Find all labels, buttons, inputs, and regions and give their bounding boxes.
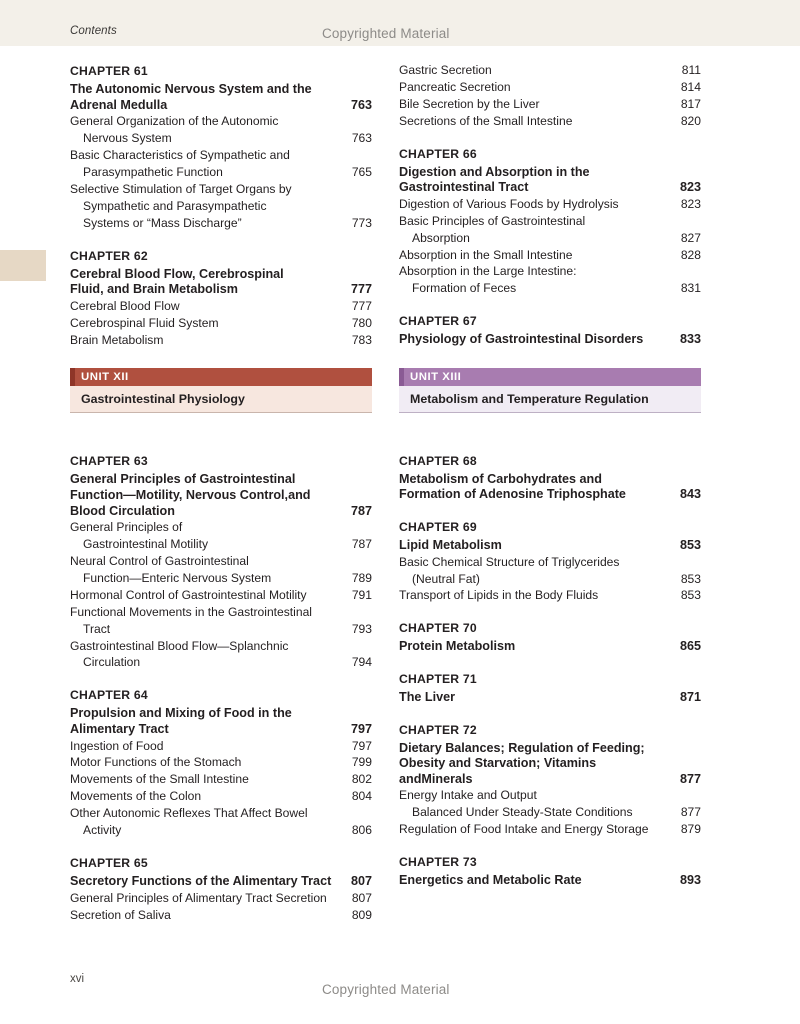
chapter-gap (70, 232, 372, 247)
toc-entry-line: General Organization of the Autonomic (70, 114, 279, 129)
toc-entry-line: Movements of the Colon (70, 789, 202, 804)
chapter-block (70, 437, 372, 671)
chapter-title-label (399, 472, 671, 503)
chapter-gap (70, 437, 372, 452)
toc-entry-line: The Liver (399, 689, 455, 704)
unit-banner-body (70, 386, 372, 412)
chapter-gap (399, 437, 701, 452)
chapter-title-label (70, 706, 342, 737)
thumb-index-tab (0, 250, 46, 281)
section-page-number: 828 (680, 247, 701, 262)
toc-entry[interactable] (399, 690, 701, 706)
unit-number-label: UNIT XIII (410, 370, 462, 383)
toc-entry-line: Other Autonomic Reflexes That Affect Bowel (70, 806, 308, 821)
section-title-label (399, 196, 671, 213)
section-title-label (70, 553, 342, 587)
unit-banner-bar (399, 368, 701, 386)
running-head-band (0, 0, 800, 46)
chapter-gap (399, 503, 701, 518)
section-page-number: 765 (351, 164, 372, 179)
section-page-number: 831 (680, 281, 701, 296)
chapter-title-label (70, 82, 342, 113)
section-page-number: 787 (351, 537, 372, 552)
toc-entry[interactable] (70, 587, 372, 604)
toc-entry[interactable] (399, 472, 701, 503)
chapter-block (399, 838, 701, 889)
section-page-number: 794 (351, 655, 372, 670)
section-title-label (70, 604, 342, 638)
toc-entry-line: General Principles of (70, 520, 183, 535)
section-title-label (70, 907, 342, 924)
toc-entry-line: Obesity and Starvation; Vitamins and (399, 756, 597, 786)
toc-entry-line: Minerals (421, 771, 473, 786)
chapter-title-label (399, 639, 671, 655)
section-title-label (399, 821, 671, 838)
toc-entry[interactable] (70, 754, 372, 771)
toc-entry-line: Neural Control of Gastrointestinal (70, 554, 249, 569)
toc-entry-line: Digestion and Absorption in the (399, 164, 590, 179)
toc-entry-line: Selective Stimulation of Target Organs by (70, 181, 292, 196)
chapter-block (399, 706, 701, 839)
section-page-number: 789 (351, 570, 372, 585)
section-title-label (70, 788, 342, 805)
chapter-title-label (399, 873, 671, 889)
toc-entry-line: Cerebral Blood Flow (70, 298, 180, 313)
chapter-block (399, 437, 701, 503)
toc-entry[interactable] (399, 639, 701, 655)
toc-entry-line: Bile Secretion by the Liver (399, 96, 540, 111)
unit-banner-bottom-spacer (399, 413, 701, 437)
toc-entry[interactable] (399, 62, 701, 79)
unit-banner-edge-accent (399, 368, 404, 386)
toc-entry-line: General Principles of Gastrointestinal (70, 472, 296, 487)
toc-entry[interactable] (399, 873, 701, 889)
chapter-number-label: CHAPTER 66 (399, 146, 477, 161)
section-page-number: 827 (680, 230, 701, 245)
chapter-title-label (70, 874, 342, 890)
chapter-page-number: 833 (679, 332, 701, 347)
chapter-number-label: CHAPTER 71 (399, 671, 477, 686)
toc-entry-line: Absorption (412, 230, 470, 245)
chapter-number-label: CHAPTER 68 (399, 453, 477, 468)
chapter-page-number: 865 (679, 639, 701, 654)
toc-entry-line: Balanced Under Steady-State Conditions (412, 805, 633, 820)
toc-entry-line: Ingestion of Food (70, 738, 164, 753)
section-title-label (70, 754, 342, 771)
toc-entry[interactable] (399, 587, 701, 604)
toc-entry-line: General Principles of Alimentary Tract Secretion (70, 890, 327, 905)
chapter-page-number: 807 (350, 874, 372, 888)
chapter-page-number: 787 (350, 503, 372, 518)
chapter-block (70, 62, 372, 232)
section-page-number: 802 (351, 772, 372, 787)
toc-entry[interactable] (70, 472, 372, 519)
section-title-label (70, 332, 342, 349)
chapter-title-label (70, 472, 342, 519)
toc-entry-line: Activity (83, 823, 122, 838)
toc-entry-line: Formation of Adenosine Triphosphate (399, 487, 626, 502)
header-copyright-watermark: Copyrighted Material (322, 26, 450, 41)
section-title-label (399, 62, 671, 79)
unit-banner-body (399, 386, 701, 412)
toc-entry-line: Motor Functions of the Stomach (70, 755, 242, 770)
section-page-number: 783 (351, 332, 372, 347)
section-title-label (399, 113, 671, 130)
chapter-page-number: 871 (679, 689, 701, 704)
toc-entry[interactable] (70, 267, 372, 298)
toc-entry-line: Transport of Lipids in the Body Fluids (399, 588, 599, 603)
toc-entry-line: Gastrointestinal Motility (83, 537, 209, 552)
toc-entry-line: Gastric Secretion (399, 63, 492, 77)
toc-entry[interactable] (399, 554, 701, 588)
toc-entry[interactable] (399, 79, 701, 96)
chapter-page-number: 763 (350, 97, 372, 112)
section-page-number: 773 (351, 215, 372, 230)
toc-entry-line: Lipid Metabolism (399, 538, 502, 553)
section-page-number: 780 (351, 315, 372, 330)
unit-banner-top-spacer (70, 348, 372, 368)
section-title-label (399, 79, 671, 96)
section-title-label (70, 587, 342, 604)
toc-entry-line: Pancreatic Secretion (399, 79, 511, 94)
toc-entry-line: Secretory Functions of the Alimentary Tract (70, 874, 332, 888)
chapter-page-number: 877 (679, 771, 701, 786)
footer-copyright-watermark: Copyrighted Material (322, 982, 450, 997)
section-title-label (70, 805, 342, 839)
toc-entry[interactable] (399, 165, 701, 196)
toc-entry-line: Functional Movements in the Gastrointestinal (70, 604, 312, 619)
toc-entry-line: Parasympathetic Function (83, 164, 223, 179)
section-page-number: 763 (351, 131, 372, 146)
toc-entry-line: Dietary Balances; Regulation of Feeding; (399, 740, 645, 755)
toc-entry-line: (Neutral Fat) (412, 571, 480, 586)
section-page-number: 879 (680, 822, 701, 837)
chapter-title-label (399, 538, 671, 554)
toc-entry-line: Systems or “Mass Discharge” (83, 215, 242, 230)
section-page-number: 799 (351, 755, 372, 770)
toc-entry-line: Secretions of the Small Intestine (399, 113, 573, 128)
section-title-label (70, 638, 342, 672)
toc-entry-line: Circulation (83, 655, 141, 670)
toc-entry[interactable] (399, 113, 701, 130)
toc-entry-line: Fluid, and Brain Metabolism (70, 282, 238, 297)
chapter-title-label (399, 741, 671, 788)
chapter-number-label: CHAPTER 72 (399, 722, 477, 737)
section-title-label (70, 738, 342, 755)
toc-entry-line: Propulsion and Mixing of Food in the (70, 706, 292, 721)
section-page-number: 806 (351, 823, 372, 838)
chapter-block (399, 130, 701, 298)
unit-title-label: Gastrointestinal Physiology (81, 392, 245, 407)
toc-entry[interactable] (70, 805, 372, 839)
section-title-label (399, 587, 671, 604)
section-page-number: 823 (680, 196, 701, 211)
section-page-number: 807 (351, 890, 372, 905)
running-head-label: Contents (70, 25, 117, 37)
section-page-number: 817 (680, 96, 701, 111)
section-title-label (70, 890, 342, 907)
toc-entry[interactable] (70, 553, 372, 587)
toc-entry-line: Formation of Feces (412, 281, 517, 296)
toc-entry[interactable] (70, 315, 372, 332)
chapter-page-number: 853 (679, 538, 701, 553)
toc-entry-line: Hormonal Control of Gastrointestinal Motility (70, 587, 307, 602)
unit-banner-rule (70, 412, 372, 413)
toc-entry[interactable] (399, 821, 701, 838)
toc-entry-line: Absorption in the Large Intestine: (399, 264, 577, 279)
toc-entry-line: Adrenal Medulla (70, 97, 168, 112)
toc-entry-line: Gastrointestinal Blood Flow—Splanchnic (70, 638, 289, 653)
toc-entry[interactable] (70, 82, 372, 113)
chapter-block (70, 839, 372, 923)
chapter-gap (399, 130, 701, 145)
section-title-label (70, 298, 342, 315)
section-title-label (70, 113, 342, 147)
section-title-label (399, 96, 671, 113)
chapter-page-number: 823 (679, 180, 701, 195)
toc-entry[interactable] (70, 706, 372, 737)
section-title-label (70, 147, 342, 181)
toc-entry[interactable] (70, 604, 372, 638)
toc-entry-line: Gastrointestinal Tract (399, 180, 529, 195)
chapter-block (399, 604, 701, 655)
toc-entry[interactable] (70, 298, 372, 315)
chapter-gap (399, 655, 701, 670)
toc-entry-line: Cerebrospinal Fluid System (70, 315, 219, 330)
toc-entry[interactable] (399, 741, 701, 788)
section-page-number: 853 (680, 588, 701, 603)
toc-entry[interactable] (399, 247, 701, 264)
toc-entry-line: Basic Chemical Structure of Triglycerides (399, 554, 620, 569)
toc-entry-line: Digestion of Various Foods by Hydrolysis (399, 196, 619, 211)
toc-entry-line: Basic Principles of Gastrointestinal (399, 213, 586, 228)
toc-entry[interactable] (70, 113, 372, 147)
toc-entry[interactable] (399, 787, 701, 821)
chapter-page-number: 777 (350, 282, 372, 297)
toc-entry[interactable] (399, 332, 701, 348)
chapter-title-label (399, 332, 671, 348)
unit-number-label: UNIT XII (81, 371, 129, 384)
toc-entry[interactable] (399, 538, 701, 554)
toc-entry[interactable] (70, 147, 372, 181)
toc-entry-line: Absorption in the Small Intestine (399, 247, 573, 262)
unit-banner-rule (399, 412, 701, 413)
chapter-number-label: CHAPTER 62 (70, 248, 148, 263)
chapter-block (399, 655, 701, 706)
chapter-page-number: 893 (679, 873, 701, 888)
section-title-label (399, 263, 671, 297)
section-title-label (70, 315, 342, 332)
section-page-number: 791 (351, 587, 372, 602)
toc-entry-line: Energy Intake and Output (399, 788, 537, 803)
toc-entry-line: Nervous System (83, 131, 172, 146)
chapter-number-label: CHAPTER 64 (70, 688, 148, 703)
toc-entry[interactable] (399, 96, 701, 113)
toc-entry-line: Protein Metabolism (399, 639, 516, 654)
section-page-number: 793 (351, 621, 372, 636)
chapter-gap (399, 706, 701, 721)
section-title-label (399, 247, 671, 264)
chapter-title-label (399, 165, 671, 196)
section-title-label (399, 787, 671, 821)
unit-banner-bottom-spacer (70, 413, 372, 437)
unit-banner-top-spacer (399, 348, 701, 368)
section-title-label (70, 519, 342, 553)
section-page-number: 820 (680, 113, 701, 128)
toc-entry-line: Regulation of Food Intake and Energy Storage (399, 822, 649, 837)
chapter-number-label: CHAPTER 69 (399, 520, 477, 535)
toc-entry[interactable] (70, 874, 372, 890)
chapter-number-label: CHAPTER 63 (70, 454, 148, 469)
chapter-gap (399, 604, 701, 619)
toc-entry-line: Alimentary Tract (70, 721, 169, 736)
chapter-number-label: CHAPTER 65 (70, 856, 148, 870)
chapter-page-number: 843 (679, 487, 701, 502)
toc-entry[interactable] (70, 638, 372, 672)
section-page-number: 797 (351, 738, 372, 753)
section-title-label (70, 771, 342, 788)
chapter-block (399, 503, 701, 604)
chapter-gap (70, 839, 372, 854)
toc-entry[interactable] (70, 332, 372, 349)
unit-banner-bar (70, 368, 372, 386)
toc-entry[interactable] (70, 771, 372, 788)
toc-entry[interactable] (399, 213, 701, 247)
toc-entry-line: Physiology of Gastrointestinal Disorders (399, 332, 644, 347)
section-page-number: 811 (681, 63, 701, 77)
chapter-block (70, 671, 372, 839)
toc-entry-line: Secretion of Saliva (70, 907, 171, 922)
toc-entry-line: Cerebral Blood Flow, Cerebrospinal (70, 266, 284, 281)
toc-entry[interactable] (399, 196, 701, 213)
section-page-number: 877 (680, 805, 701, 820)
unit-banner (70, 368, 372, 413)
toc-entry-line: Function—Motility, Nervous Control, (70, 488, 289, 503)
section-page-number: 777 (351, 298, 372, 313)
chapter-number-label: CHAPTER 67 (399, 314, 477, 329)
chapter-title-label (70, 267, 342, 298)
toc-entry[interactable] (70, 788, 372, 805)
toc-entry[interactable] (399, 263, 701, 297)
chapter-number-label: CHAPTER 70 (399, 621, 477, 636)
toc-entry[interactable] (70, 890, 372, 907)
toc-entry-line: Sympathetic and Parasympathetic (83, 198, 267, 213)
chapter-gap (399, 838, 701, 853)
unit-title-label: Metabolism and Temperature Regulation (410, 391, 649, 406)
toc-entry-line: Function—Enteric Nervous System (83, 570, 272, 585)
section-page-number: 853 (680, 571, 701, 586)
toc-entry-line: Metabolism of Carbohydrates and (399, 471, 602, 486)
unit-banner-edge-accent (70, 368, 75, 386)
chapter-block (399, 297, 701, 348)
section-page-number: 814 (680, 79, 701, 94)
contents-column-right (399, 62, 701, 889)
toc-entry[interactable] (70, 519, 372, 553)
section-title-label (70, 181, 342, 232)
contents-column-left (70, 62, 372, 923)
toc-entry-line: The Autonomic Nervous System and the (70, 82, 312, 96)
toc-entry-line: Energetics and Metabolic Rate (399, 873, 582, 888)
section-page-number: 804 (351, 789, 372, 804)
section-page-number: 809 (351, 907, 372, 922)
toc-entry-line: Brain Metabolism (70, 332, 164, 347)
chapter-page-number: 797 (350, 721, 372, 736)
section-title-label (399, 554, 671, 588)
chapter-number-label: CHAPTER 73 (399, 855, 477, 870)
toc-entry-line: Movements of the Small Intestine (70, 772, 249, 787)
page-folio: xvi (70, 973, 85, 985)
toc-entry-line: Tract (83, 621, 111, 636)
chapter-gap (70, 671, 372, 686)
toc-entry-line: and Blood Circulation (70, 488, 311, 518)
chapter-gap (399, 297, 701, 312)
chapter-block (70, 232, 372, 349)
unit-banner (399, 368, 701, 413)
chapter-continuation-block (399, 62, 701, 130)
toc-entry[interactable] (70, 738, 372, 755)
toc-entry-line: Basic Characteristics of Sympathetic and (70, 148, 290, 162)
section-title-label (399, 213, 671, 247)
toc-entry[interactable] (70, 181, 372, 232)
toc-entry[interactable] (70, 907, 372, 924)
chapter-number-label: CHAPTER 61 (70, 64, 148, 78)
chapter-title-label (399, 690, 671, 706)
